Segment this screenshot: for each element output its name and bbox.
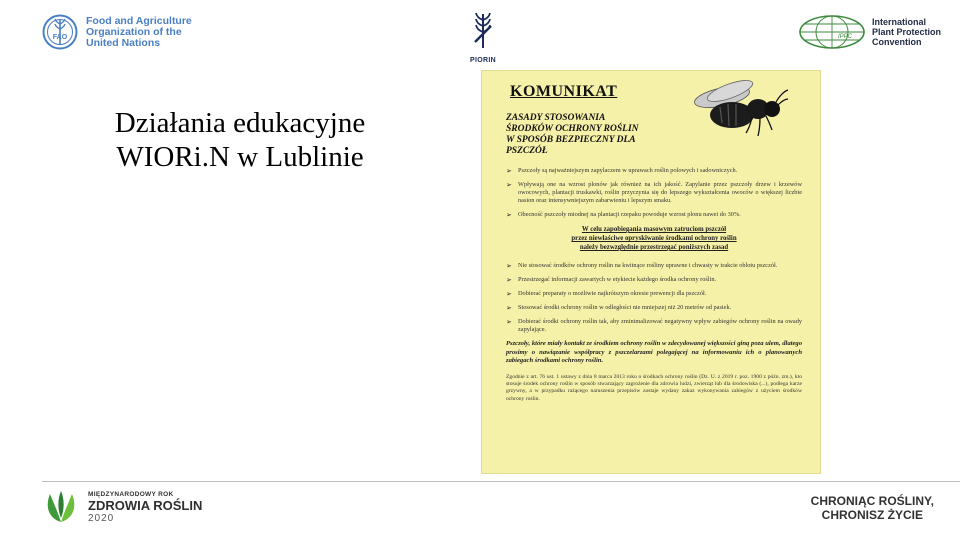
title-line: Działania edukacyjne: [114, 107, 366, 139]
ippc-logo: [798, 14, 941, 50]
piorin-label: PIORIN: [470, 57, 496, 64]
subheading-line: PSZCZÓŁ: [506, 146, 548, 156]
ippc-line: International: [872, 17, 927, 27]
slogan-line: CHRONIĄC ROŚLINY,: [810, 494, 934, 508]
piorin-logo: [468, 8, 498, 64]
iyph-logo: [42, 488, 202, 526]
warning-line: przez niewłaściwe opryskiwanie środkami ochrony roślin: [571, 235, 737, 242]
poster-heading: KOMUNIKAT: [510, 83, 618, 100]
poster-warning: [506, 225, 802, 252]
iyph-text: [88, 491, 202, 524]
bullet-item: ➢ Stosować środki ochrony roślin w odległości nie mniejszej niż 20 metrów od pasiek.: [506, 304, 802, 312]
footer-slogan: [811, 494, 934, 522]
warning-line: należy bezwzględnie przestrzegać poniższych zasad: [579, 244, 729, 251]
ippc-globe-text: IPPC: [838, 34, 853, 40]
fao-line: Organization of the: [86, 25, 182, 38]
fao-emblem-icon: [42, 14, 78, 50]
poster-italic-paragraph: Pszczoły, które miały kontakt ze środkiem ochrony roślin w zdecydowanej większości giną poza ulem, dlatego prosimy o nawiązanie współpracy z pszczelarzami polegającej na informowaniu ich o planowanych zabiegach środkami ochrony roślin.: [506, 340, 802, 364]
leaf-wreath-icon: [42, 488, 80, 526]
ippc-name: [872, 17, 941, 47]
slogan-line: CHRONISZ ŻYCIE: [821, 508, 923, 522]
bullet-item: ➢ Przestrzegać informacji zawartych w etykiecie każdego środka ochrony roślin.: [506, 276, 802, 284]
ippc-line: Plant Protection: [872, 27, 942, 37]
fao-line: United Nations: [86, 36, 161, 49]
subheading-line: ZASADY STOSOWANIA: [506, 113, 606, 123]
footer-divider: [42, 481, 960, 482]
bee-icon: [692, 77, 792, 141]
fao-line: Food and Agriculture: [86, 14, 192, 27]
poster-bullets-top: [506, 167, 802, 219]
poster-bullets-bottom: [506, 262, 802, 334]
subheading-line: W SPOSÓB BEZPIECZNY DLA: [506, 135, 636, 145]
globe-icon: [798, 14, 866, 50]
slide-title: [60, 106, 420, 174]
fao-logo: [42, 14, 192, 50]
bullet-item: ➢ Pszczoły są najważniejszym zapylaczem w uprawach roślin polowych i sadowniczych.: [506, 167, 802, 175]
bullet-item: ➢ Wpływają one na wzrost plonów jak również na ich jakość. Zapylanie przez pszczoły drzew i krzewów owocowych, plantacji truskawki, roślin przyczynia się do lepszego wykształcenia owoców o większej liczbie nasion oraz intensywniejszym zabarwieniu i lepszym smaku.: [506, 181, 802, 205]
iyph-small-label: MIĘDZYNARODOWY ROK: [88, 490, 174, 498]
poster-law-paragraph: Zgodnie z art. 76 ust. 1 ustawy z dnia 8 marca 2013 roku o środkach ochrony roślin (Dz. U. z 2019 r. poz. 1900 z późn. zm.), kto stosuje środek ochrony roślin w sposób stwarzający zagrożenie dla zdrowia ludzi, zwierząt lub dla środowiska (...), podlega karze grzywny, a w przypadku rażącego naruszenia przepisów zostaje wydany zakaz wykonywania zabiegów z użyciem środków ochrony roślin.: [506, 373, 802, 402]
ippc-line: Convention: [872, 37, 922, 47]
fao-emblem-text: FAO: [52, 34, 68, 41]
poster-subheading: [506, 113, 676, 157]
bullet-item: ➢ Dobierać środki ochrony roślin tak, aby zminimalizować negatywny wpływ zabiegów ochrony roślin na owady zapylające.: [506, 318, 802, 334]
subheading-line: ŚRODKÓW OCHRONY ROŚLIN: [506, 124, 639, 134]
bullet-item: ➢ Dobierać preparaty o możliwie najkrótszym okresie prewencji dla pszczół.: [506, 290, 802, 298]
bullet-item: ➢ Nie stosować środków ochrony roślin na kwitnące rośliny uprawne i chwasty w trakcie oblotu pszczół.: [506, 262, 802, 270]
iyph-main-label: ZDROWIA ROŚLIN: [88, 497, 203, 513]
warning-line: W celu zapobiegania masowym zatruciom pszczół: [581, 226, 727, 233]
komunikat-poster: [481, 70, 821, 474]
fao-name: [86, 16, 192, 49]
iyph-year: 2020: [88, 512, 115, 524]
title-line: WIORi.N w Lublinie: [116, 141, 364, 173]
bullet-item: ➢ Obecność pszczoły miodnej na plantacji rzepaku powoduje wzrost plonu nawet do 30%.: [506, 211, 802, 219]
wheat-icon: [468, 8, 498, 52]
